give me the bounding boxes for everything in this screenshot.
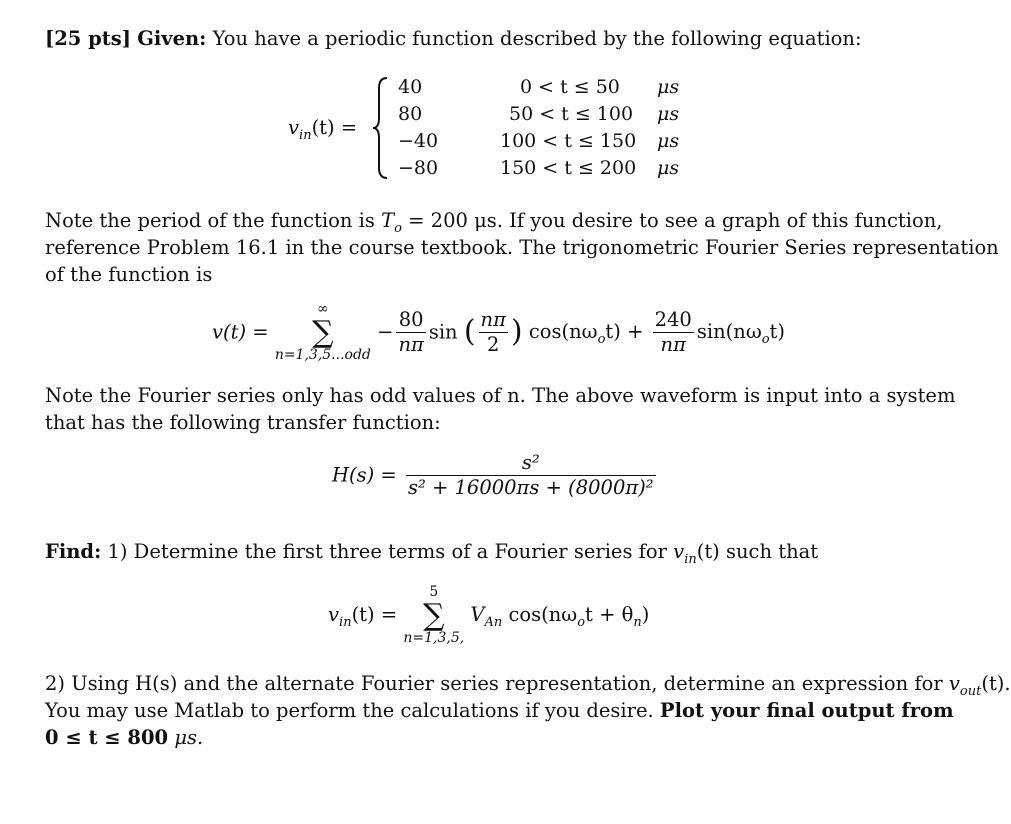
intro-text: You have a periodic function described by the following equation: (212, 27, 862, 50)
odd-note-line2: that has the following transfer function: (45, 411, 441, 434)
given-label: Given: (137, 27, 207, 50)
period-note-line3: of the function is (45, 263, 213, 286)
part2-line2: You may use Matlab to perform the calculations if you desire. Plot your final output from (45, 699, 954, 722)
case-value: −40 (398, 130, 439, 152)
period-note-line2: reference Problem 16.1 in the course textbook. The trigonometric Fourier Series representation (45, 236, 999, 259)
period-note-line1: Note the period of the function is $T_o = 200$ μs. If you desire to see a graph of this function, (45, 209, 943, 236)
find-label: Find: (45, 540, 102, 563)
case-unit: μs (657, 130, 680, 152)
part2-line1: 2) Using H(s) and the alternate Fourier series representation, determine an expression for $v_{out}(t)$. (45, 672, 1011, 699)
transfer-function: H(s) = $\frac{\text{s²}}{\text{s² + 16000πs + (8000π)²}}$ (332, 451, 654, 499)
case-condition: 150 < t ≤ 200 (500, 157, 637, 179)
odd-note-line1: Note the Fourier series only has odd values of n. The above waveform is input into a system (45, 384, 956, 407)
find-line: Find: 1) Determine the first three terms of a Fourier series for $v_{in}(t)$ such that (45, 540, 819, 567)
part2-line3: 0 ≤ t ≤ 800 μs. (45, 726, 204, 749)
fourier-series-equation: v(t) = ∞ ∑ n=1,3,5...odd − $\frac{80}{n\pi}$ sin ( $\frac{n\pi}{2}$ ) $\cos(n\omega_ot)$ + $\frac{240}{n\pi}$ $\sin(n\omega_ot)$ (212, 301, 785, 363)
case-value: 80 (398, 103, 423, 125)
summation: 5 ∑ n=1,3,5, (403, 584, 465, 646)
points-label: [25 pts] (45, 27, 131, 50)
left-brace (372, 76, 392, 180)
case-unit: μs (657, 76, 680, 98)
case-unit: μs (657, 157, 680, 179)
case-value: 40 (398, 76, 423, 98)
problem-header (45, 27, 940, 51)
case-condition: 50 < t ≤ 100 (509, 103, 634, 125)
case-unit: μs (657, 103, 680, 125)
summation: ∞ ∑ n=1,3,5...odd (274, 301, 371, 363)
case-value: −80 (398, 157, 439, 179)
piecewise-lhs: $v_{in}(t)$ = (288, 116, 358, 143)
alternate-fourier-series: $v_{in}(t)$ = 5 ∑ n=1,3,5, $V_{An}$ $\cos(n\omega_ot + \theta_n)$ (328, 584, 650, 646)
case-condition: 0 < t ≤ 50 (520, 76, 620, 98)
case-condition: 100 < t ≤ 150 (500, 130, 637, 152)
